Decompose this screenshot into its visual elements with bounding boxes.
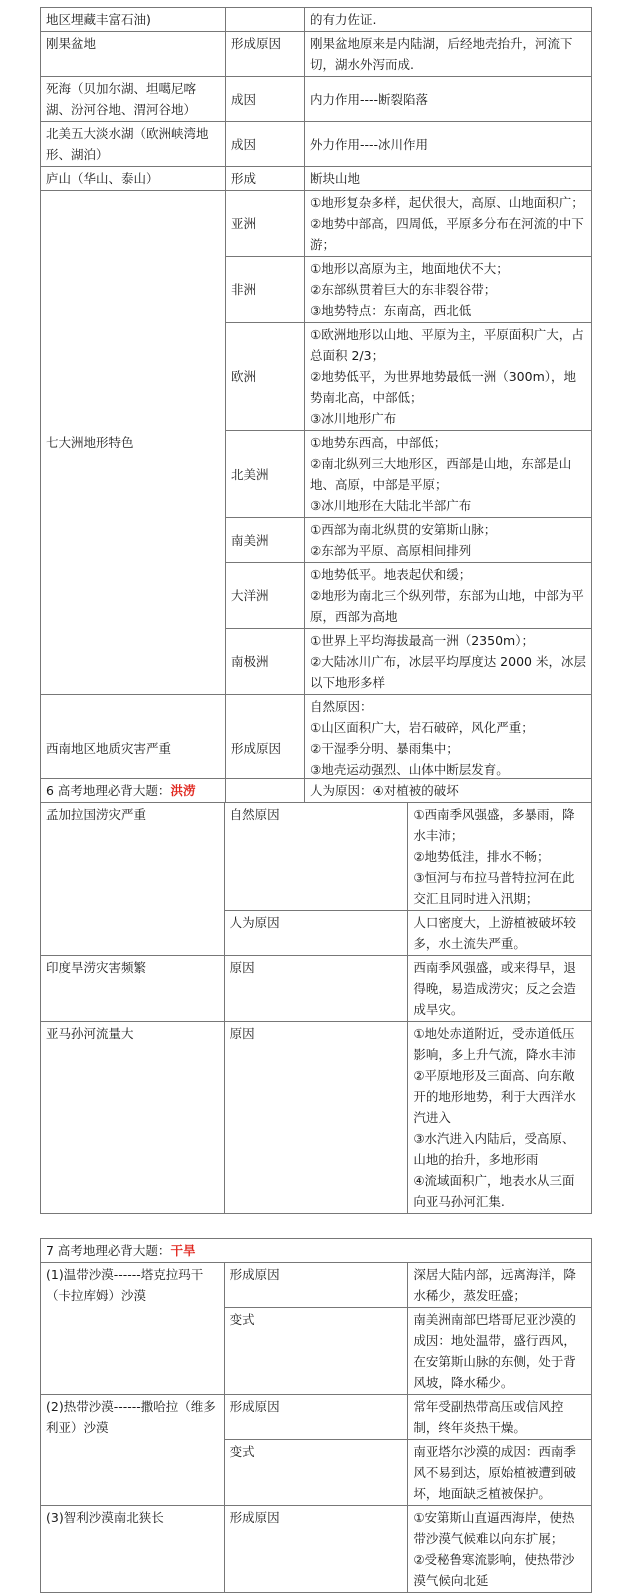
continent-features: ①地势低平。地表起伏和缓； ②地形为南北三个纵列带，东部为山地，中部为平原，西部为高地 [305,563,592,629]
row-subject: 死海（贝加尔湖、坦噶尼喀湖、汾河谷地、渭河谷地） [41,77,226,122]
continent-name: 南美洲 [226,518,305,563]
row-content: 常年受副热带高压或信风控制，终年炎热干燥。 [408,1395,592,1440]
table-row [41,8,592,32]
row-content: 人口密度大，上游植被破坏较多，水土流失严重。 [408,911,592,956]
continent-features: ①世界上平均海拔最高一洲（2350m）； ②大陆冰川广布，冰层平均厚度达 2000 米，冰层以下地形多样 [305,629,592,695]
row-subject: (1)温带沙漠------塔克拉玛干（卡拉库姆）沙漠 [41,1263,225,1395]
row-subject: 庐山（华山、泰山） [41,167,226,191]
section-title-row [41,779,592,803]
row-category: 变式 [224,1308,408,1395]
row-subject: (3)智利沙漠南北狭长 [41,1506,225,1593]
row-content: 南美洲南部巴塔哥尼亚沙漠的成因：地处温带，盛行西风，在安第斯山脉的东侧，处于背风坡，降水稀少。 [408,1308,592,1395]
row-category: 自然原因 [224,803,408,911]
table-row [41,167,592,191]
row-subject: (2)热带沙漠------撒哈拉（维多利亚）沙漠 [41,1395,225,1506]
table-row [41,803,592,911]
continent-name: 大洋洲 [226,563,305,629]
row-category: 形成原因 [226,32,305,77]
continent-features: ①欧洲地形以山地、平原为主，平原面积广大，占总面积 2/3； ②地势低平，为世界地势最低一洲（300m），地势南北高，中部低； ③冰川地形广布 [305,323,592,431]
continent-name: 非洲 [226,257,305,323]
table-row [41,1263,592,1308]
row-category: 原因 [224,956,408,1022]
row-category [226,8,305,32]
continent-name: 欧洲 [226,323,305,431]
row-content: 南亚塔尔沙漠的成因：西南季风不易到达，原始植被遭到破坏，地面缺乏植被保护。 [408,1440,592,1506]
section-title: 6 高考地理必背大题：洪涝 [41,779,592,803]
row-content: 外力作用----冰川作用 [305,122,592,167]
row-category: 形成原因 [224,1395,408,1440]
row-category: 人为原因 [224,911,408,956]
row-content: ①地处赤道附近，受赤道低压影响，多上升气流，降水丰沛 ②平原地形及三面高、向东敞开的地形地势，利于大西洋水汽进入 ③水汽进入内陆后，受高原、山地的抬升，多地形雨 ④流域面积广，地表水从三面向亚马孙河汇集. [408,1022,592,1214]
continent-name: 亚洲 [226,191,305,257]
row-category: 形成原因 [226,695,305,803]
row-subject: 印度旱涝灾害频繁 [41,956,225,1022]
table-row [41,956,592,1022]
row-content: ①西南季风强盛，多暴雨，降水丰沛； ②地势低洼，排水不畅； ③恒河与布拉马普特拉河在此交汇且同时进入汛期； [408,803,592,911]
continent-name: 北美洲 [226,431,305,518]
row-category: 形成原因 [224,1263,408,1308]
drought-table [40,1238,592,1593]
row-content: 深居大陆内部，远离海洋，降水稀少，蒸发旺盛； [408,1263,592,1308]
row-category: 变式 [224,1440,408,1506]
row-subject: 亚马孙河流量大 [41,1022,225,1214]
continent-features: ①地势东西高，中部低； ②南北纵列三大地形区，西部是山地，东部是山地、高原，中部是平原； ③冰川地形在大陆北半部广布 [305,431,592,518]
row-content: 内力作用----断裂陷落 [305,77,592,122]
section-topic: 干旱 [170,1243,196,1258]
row-content: 西南季风强盛，或来得早，退得晚，易造成涝灾；反之会造成旱灾。 [408,956,592,1022]
row-subject: 西南地区地质灾害严重 [41,695,226,803]
section-title: 7 高考地理必背大题：干旱 [41,1239,592,1263]
continent-name: 南极洲 [226,629,305,695]
row-subject: 北美五大淡水湖（欧洲峡湾地形、湖泊） [41,122,226,167]
table-row [41,1506,592,1593]
section-topic: 洪涝 [170,783,196,798]
row-subject: 刚果盆地 [41,32,226,77]
row-category: 形成原因 [224,1506,408,1593]
row-category: 原因 [224,1022,408,1214]
section-title-row [41,1239,592,1263]
row-subject: 孟加拉国涝灾严重 [41,803,225,956]
table-row [41,1022,592,1214]
row-content: 的有力佐证. [305,8,592,32]
landform-table [40,7,592,803]
continent-features: ①西部为南北纵贯的安第斯山脉； ②东部为平原、高原相间排列 [305,518,592,563]
table-row [41,32,592,77]
row-content: 断块山地 [305,167,592,191]
row-category: 成因 [226,77,305,122]
continent-features: ①地形复杂多样，起伏很大，高原、山地面积广； ②地势中部高，四周低，平原多分布在河流的中下游； [305,191,592,257]
table-row [41,122,592,167]
table-row [41,1395,592,1440]
row-subject: 地区埋藏丰富石油) [41,8,226,32]
continent-features: ①地形以高原为主，地面地伏不大； ②东部纵贯着巨大的东非裂谷带； ③地势特点：东南高，西北低 [305,257,592,323]
continents-label: 七大洲地形特色 [41,191,226,695]
flood-table [40,778,592,1214]
row-content: ①安第斯山直逼西海岸，使热带沙漠气候难以向东扩展； ②受秘鲁寒流影响，使热带沙漠气候向北延 [408,1506,592,1593]
row-category: 形成 [226,167,305,191]
continent-row-asia [41,191,592,257]
row-category: 成因 [226,122,305,167]
row-content: 刚果盆地原来是内陆湖，后经地壳抬升，河流下切，湖水外泻而成. [305,32,592,77]
row-content: 自然原因： ①山区面积广大，岩石破碎，风化严重； ②干湿季分明、暴雨集中； ③地壳运动强烈、山体中断层发育。 人为原因：④对植被的破坏 [305,695,592,803]
table-row [41,77,592,122]
